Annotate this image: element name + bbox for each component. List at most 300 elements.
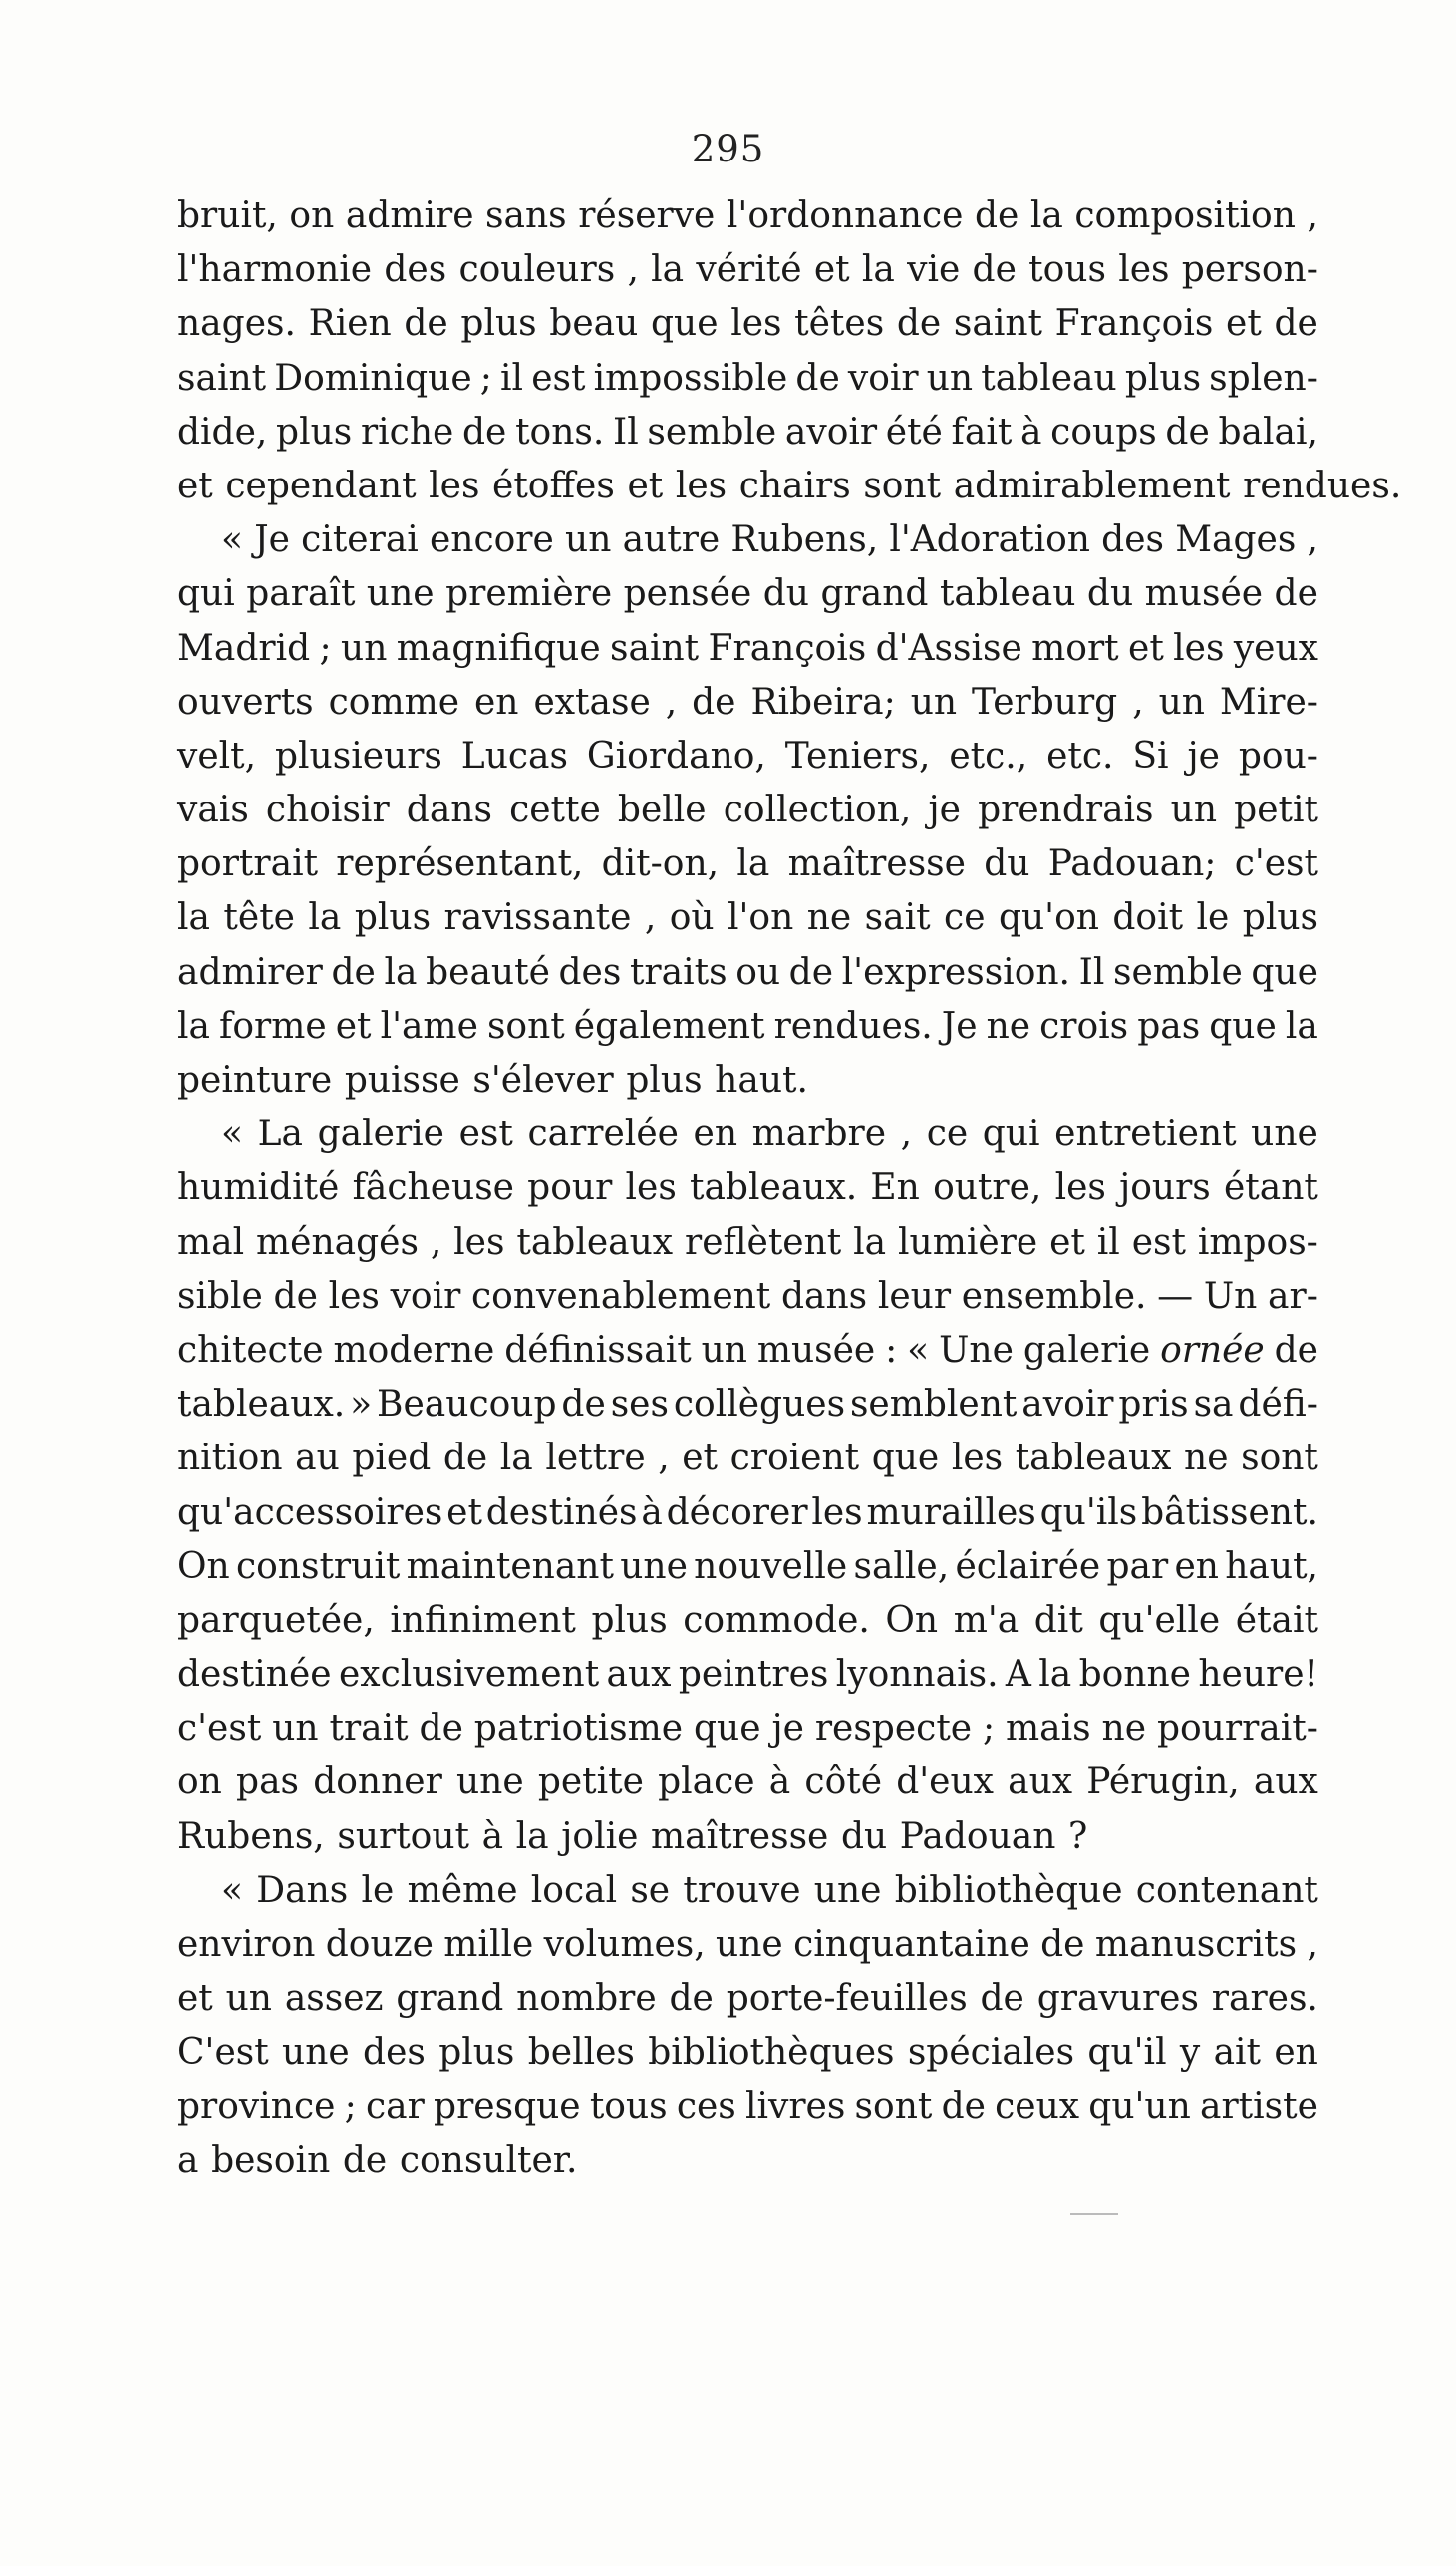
- word: tête: [223, 897, 295, 939]
- word: une: [1251, 1114, 1318, 1155]
- word: plus: [276, 411, 353, 453]
- word: des: [1101, 519, 1164, 561]
- word: chitecte: [177, 1329, 324, 1371]
- word: de: [972, 249, 1017, 291]
- word: qui: [177, 573, 235, 615]
- word: de: [692, 681, 736, 723]
- word: consulter.: [399, 2139, 578, 2181]
- word: bâtissent.: [1141, 1491, 1318, 1533]
- word: ou: [735, 951, 781, 993]
- word: balai,: [1218, 411, 1318, 453]
- word: ravissante: [443, 897, 632, 939]
- word: étant: [1223, 1167, 1318, 1209]
- word: qu'elle: [1098, 1599, 1221, 1641]
- word: la: [515, 1815, 549, 1857]
- text-line: [177, 243, 1318, 297]
- word: belles: [527, 2032, 635, 2074]
- word: respecte: [814, 1708, 973, 1750]
- word: de: [561, 1384, 606, 1426]
- word: Il: [1078, 951, 1105, 993]
- word: la: [1029, 195, 1063, 236]
- word: mort: [1031, 627, 1119, 669]
- word: puisse: [344, 1060, 460, 1101]
- word: plus: [591, 1599, 668, 1641]
- word: ;: [983, 1708, 996, 1750]
- word: traits: [629, 951, 728, 993]
- word: commode.: [683, 1599, 870, 1641]
- word: définissait: [504, 1329, 692, 1371]
- word: ensemble.: [961, 1275, 1147, 1317]
- word: haut,: [1225, 1545, 1318, 1587]
- word: tableaux.: [690, 1167, 858, 1209]
- word: lumière: [898, 1221, 1038, 1263]
- word: plus: [460, 303, 537, 345]
- text-line: [177, 1216, 1318, 1270]
- word: côté: [804, 1762, 883, 1803]
- word: de: [1040, 1924, 1085, 1965]
- word: c'est: [177, 1708, 262, 1750]
- word: de: [1274, 303, 1318, 345]
- word: de: [419, 1708, 463, 1750]
- word: dans: [780, 1275, 868, 1317]
- text-line: [177, 1594, 1318, 1648]
- word: ,: [658, 1438, 670, 1479]
- word: aux: [606, 1654, 672, 1696]
- word: petit: [1234, 790, 1318, 831]
- word: je: [1187, 735, 1220, 777]
- word: en: [473, 681, 519, 723]
- word: la: [853, 1221, 887, 1263]
- word: croient: [729, 1438, 860, 1479]
- word: le: [1196, 897, 1230, 939]
- word: du: [1086, 573, 1134, 615]
- word: de: [1274, 573, 1318, 615]
- word: de: [974, 195, 1019, 236]
- word: surtout: [337, 1815, 470, 1857]
- word: on: [289, 195, 335, 236]
- word: des: [363, 2032, 426, 2074]
- word: s'élever: [472, 1060, 614, 1101]
- word: Padouan;: [1047, 843, 1217, 885]
- word: une: [366, 573, 435, 615]
- word: yeux: [1233, 627, 1318, 669]
- word: que: [1209, 1005, 1277, 1047]
- text-line: [177, 1756, 1318, 1809]
- word: le: [361, 1869, 395, 1911]
- word: leur: [877, 1275, 952, 1317]
- word: Dominique: [274, 357, 472, 399]
- word: ,: [1132, 681, 1144, 723]
- word: haut.: [715, 1060, 808, 1101]
- word: forme: [219, 1005, 327, 1047]
- word: et: [1226, 303, 1262, 345]
- word: riche: [360, 411, 454, 453]
- word: réserve: [578, 195, 716, 236]
- word: la: [384, 951, 418, 993]
- word: la: [736, 843, 770, 885]
- word: et: [446, 1491, 482, 1533]
- word: et: [627, 465, 664, 506]
- word: tous: [1028, 249, 1106, 291]
- word: la: [308, 897, 342, 939]
- word: fait: [951, 411, 1013, 453]
- word: un: [565, 519, 612, 561]
- word: tous: [589, 2085, 668, 2127]
- word: beauté: [426, 951, 550, 993]
- word: ,: [1307, 195, 1318, 236]
- word: maîtresse: [651, 1815, 829, 1857]
- word: douze: [325, 1924, 434, 1965]
- word: ;: [479, 357, 492, 399]
- word: Je: [941, 1005, 978, 1047]
- word: coups: [1050, 411, 1157, 453]
- word: ,: [665, 681, 678, 723]
- word: une: [620, 1545, 688, 1587]
- word: ne: [1101, 1708, 1147, 1750]
- word: vie: [907, 249, 961, 291]
- text-line: [177, 2026, 1318, 2080]
- word: avoir: [784, 411, 878, 453]
- word: tableau: [939, 573, 1076, 615]
- word: reflètent: [685, 1221, 842, 1263]
- word: —: [1157, 1275, 1194, 1317]
- word: la: [177, 897, 210, 939]
- word: du: [840, 1815, 888, 1857]
- word: tons.: [515, 411, 605, 453]
- word: l'Adoration: [889, 519, 1090, 561]
- word: de: [462, 411, 507, 453]
- text-line: [177, 1270, 1318, 1324]
- word: outre,: [933, 1167, 1042, 1209]
- word: admire: [345, 195, 474, 236]
- word: du: [984, 843, 1030, 885]
- word: les: [730, 303, 782, 345]
- word: rendues.: [1243, 465, 1402, 506]
- word: y: [1179, 2032, 1201, 2074]
- word: une: [716, 1924, 783, 1965]
- word: portrait: [177, 843, 319, 885]
- word: Un: [1203, 1275, 1258, 1317]
- word: sa: [1193, 1384, 1234, 1426]
- word: «: [907, 1329, 930, 1371]
- word: paraît: [246, 573, 356, 615]
- word: construit: [235, 1545, 401, 1587]
- word: livres: [744, 2085, 846, 2127]
- word: ,: [1307, 1924, 1318, 1965]
- word: ar-: [1268, 1275, 1318, 1317]
- word: nombre: [516, 1978, 657, 2020]
- text-line: [177, 189, 1318, 243]
- word: moderne: [333, 1329, 495, 1371]
- word: donner: [313, 1762, 442, 1803]
- word: de: [896, 303, 942, 345]
- word: saint: [953, 303, 1042, 345]
- word: les: [811, 1491, 863, 1533]
- word: voir: [847, 357, 919, 399]
- word: extase: [533, 681, 651, 723]
- word: première: [445, 573, 613, 615]
- word: les: [625, 1167, 677, 1209]
- word: place: [658, 1762, 755, 1803]
- word: mille: [443, 1924, 534, 1965]
- word: ?: [1068, 1815, 1088, 1857]
- word: porte-feuilles: [726, 1978, 968, 2020]
- word: autre: [622, 519, 721, 561]
- word: François: [708, 627, 867, 669]
- text-line: [177, 297, 1318, 351]
- word: mais: [1006, 1708, 1091, 1750]
- word: spéciales: [907, 2032, 1075, 2074]
- word: Padouan: [899, 1815, 1056, 1857]
- word: sible: [177, 1275, 263, 1317]
- word: assez: [284, 1978, 384, 2020]
- word: pris: [1118, 1384, 1189, 1426]
- word: Ribeira;: [750, 681, 896, 723]
- word: salle,: [853, 1545, 950, 1587]
- text-line: [177, 513, 1318, 567]
- word: petite: [537, 1762, 644, 1803]
- word: tableaux: [516, 1221, 674, 1263]
- word: exclusivement: [338, 1654, 600, 1696]
- word: de: [941, 2085, 986, 2127]
- word: en: [1274, 2032, 1318, 2074]
- word: la: [499, 1438, 533, 1479]
- word: dide,: [177, 411, 268, 453]
- word: plus: [1124, 357, 1202, 399]
- text-line: [177, 676, 1318, 730]
- word: à: [641, 1491, 663, 1533]
- word: Rien: [308, 303, 392, 345]
- word: l'ordonnance: [726, 195, 964, 236]
- text-line: [177, 1108, 1318, 1161]
- word: les: [429, 465, 480, 506]
- word: de: [331, 951, 376, 993]
- word: la: [1038, 1654, 1072, 1696]
- word: province: [177, 2085, 336, 2127]
- text-line: [177, 891, 1318, 945]
- word: pour: [527, 1167, 613, 1209]
- word: François: [1054, 303, 1214, 345]
- word: belle: [617, 790, 707, 831]
- word: dit: [1033, 1599, 1083, 1641]
- word: presque: [434, 2085, 581, 2127]
- word: musée: [756, 1329, 876, 1371]
- word: cette: [509, 790, 601, 831]
- word: sans: [485, 195, 567, 236]
- word: ceux: [995, 2085, 1080, 2127]
- word: je: [771, 1708, 804, 1750]
- word: les: [675, 465, 728, 506]
- word: Lucas: [460, 735, 568, 777]
- word: maîtresse: [787, 843, 966, 885]
- word: est: [1131, 1221, 1186, 1263]
- word: de: [669, 1978, 714, 2020]
- word: semble: [1112, 951, 1243, 993]
- word: et: [335, 1005, 372, 1047]
- word: Dans: [256, 1869, 349, 1911]
- word: ne: [1184, 1438, 1229, 1479]
- word: comme: [328, 681, 460, 723]
- word: en: [693, 1114, 738, 1155]
- word: ,: [644, 897, 657, 939]
- word: local: [530, 1869, 618, 1911]
- word: admirablement: [953, 465, 1231, 506]
- word: bonne: [1078, 1654, 1191, 1696]
- word: tableaux.: [177, 1384, 346, 1426]
- word: galerie: [317, 1114, 444, 1155]
- word: grand: [820, 573, 929, 615]
- word: marbre: [751, 1114, 887, 1155]
- word: volumes,: [543, 1924, 706, 1965]
- word: du: [762, 573, 809, 615]
- word: jours: [1119, 1167, 1211, 1209]
- word: A: [1005, 1654, 1031, 1696]
- word: on: [177, 1762, 222, 1803]
- word: les: [1054, 1167, 1106, 1209]
- word: la: [861, 249, 895, 291]
- word: peinture: [177, 1060, 333, 1101]
- word: humidité: [177, 1167, 340, 1209]
- word: un: [701, 1329, 747, 1371]
- word: infiniment: [390, 1599, 576, 1641]
- word: sait: [864, 897, 931, 939]
- word: sont: [486, 1005, 565, 1047]
- body-text: [177, 189, 1402, 2188]
- word: et: [177, 465, 213, 506]
- word: de: [795, 357, 840, 399]
- word: :: [885, 1329, 898, 1371]
- word: est: [458, 1114, 513, 1155]
- word: Giordano,: [586, 735, 766, 777]
- word: destinée: [177, 1654, 332, 1696]
- word: impossible: [593, 357, 788, 399]
- word: à: [768, 1762, 791, 1803]
- word: beau: [549, 303, 639, 345]
- word: de: [342, 2139, 388, 2181]
- word: choisir: [265, 790, 390, 831]
- word: plus: [626, 1060, 703, 1101]
- word: On: [177, 1545, 230, 1587]
- word: admirer: [177, 951, 323, 993]
- text-line: [177, 2134, 1318, 2188]
- word: plus: [1242, 897, 1318, 939]
- word: bruit,: [177, 195, 278, 236]
- word: de: [1165, 411, 1210, 453]
- word: parquetée,: [177, 1599, 375, 1641]
- word: dit-on,: [601, 843, 720, 885]
- word: manuscrits: [1094, 1924, 1298, 1965]
- page-number: 295: [691, 128, 765, 170]
- word: trouve: [683, 1869, 801, 1911]
- text-line: [177, 1972, 1318, 2026]
- word: Pérugin,: [1086, 1762, 1240, 1803]
- text-line: [177, 1864, 1318, 1918]
- word: l'on: [728, 897, 794, 939]
- word: il: [1096, 1221, 1120, 1263]
- word: la: [177, 1005, 210, 1047]
- word: ;: [344, 2085, 357, 2127]
- word: collègues: [673, 1384, 846, 1426]
- word: les: [1118, 249, 1170, 291]
- word: aux: [1253, 1762, 1318, 1803]
- word: même: [407, 1869, 518, 1911]
- word: Si: [1132, 735, 1169, 777]
- word: l'ame: [380, 1005, 478, 1047]
- word: qu'un: [1088, 2085, 1191, 2127]
- word: a: [177, 2139, 199, 2181]
- word: grand: [396, 1978, 504, 2020]
- word: ce: [944, 897, 986, 939]
- word: ,: [627, 249, 639, 291]
- word: ce: [926, 1114, 969, 1155]
- word: éclairée: [955, 1545, 1101, 1587]
- word: c'est: [1234, 843, 1318, 885]
- word: également: [573, 1005, 765, 1047]
- word: prendrais: [978, 790, 1154, 831]
- word: entretient: [1054, 1114, 1237, 1155]
- word: un: [341, 627, 388, 669]
- word: une: [813, 1869, 882, 1911]
- word: Je: [254, 519, 290, 561]
- word: et: [682, 1438, 719, 1479]
- word: patriotisme: [473, 1708, 684, 1750]
- text-line: [177, 1378, 1318, 1432]
- word: tableau: [981, 357, 1117, 399]
- word: que: [1251, 951, 1318, 993]
- word: un: [926, 357, 974, 399]
- word: pas: [236, 1762, 300, 1803]
- word: et: [177, 1978, 213, 2020]
- word: la: [1285, 1005, 1318, 1047]
- word: m'a: [953, 1599, 1019, 1641]
- word: besoin: [211, 2139, 331, 2181]
- word: qu'on: [998, 897, 1099, 939]
- word: de: [404, 303, 448, 345]
- word: saint: [610, 627, 700, 669]
- word: On: [885, 1599, 939, 1641]
- word: citerai: [301, 519, 419, 561]
- text-line: [177, 1000, 1318, 1054]
- word: une: [282, 2032, 350, 2074]
- word: maintenant: [406, 1545, 614, 1587]
- word: environ: [177, 1924, 316, 1965]
- word: impos-: [1197, 1221, 1318, 1263]
- text-line: [177, 460, 1402, 513]
- word: ces: [676, 2085, 736, 2127]
- word: ménagés: [256, 1221, 419, 1263]
- word: ornée: [1160, 1329, 1265, 1371]
- word: Terburg: [972, 681, 1118, 723]
- word: ne: [986, 1005, 1031, 1047]
- word: couleurs: [458, 249, 616, 291]
- word: En: [870, 1167, 920, 1209]
- word: Rubens,: [730, 519, 879, 561]
- word: chairs: [738, 465, 851, 506]
- word: se: [630, 1869, 671, 1911]
- word: l'harmonie: [177, 249, 373, 291]
- word: Une: [939, 1329, 1014, 1371]
- word: etc.,: [949, 735, 1028, 777]
- text-line: [177, 567, 1318, 621]
- word: représentant,: [336, 843, 584, 885]
- word: les: [1173, 627, 1225, 669]
- word: de: [442, 1438, 488, 1479]
- word: Mages: [1175, 519, 1297, 561]
- word: sont: [863, 465, 942, 506]
- word: des: [558, 951, 622, 993]
- text-line: [177, 352, 1318, 406]
- word: peintres: [678, 1654, 829, 1696]
